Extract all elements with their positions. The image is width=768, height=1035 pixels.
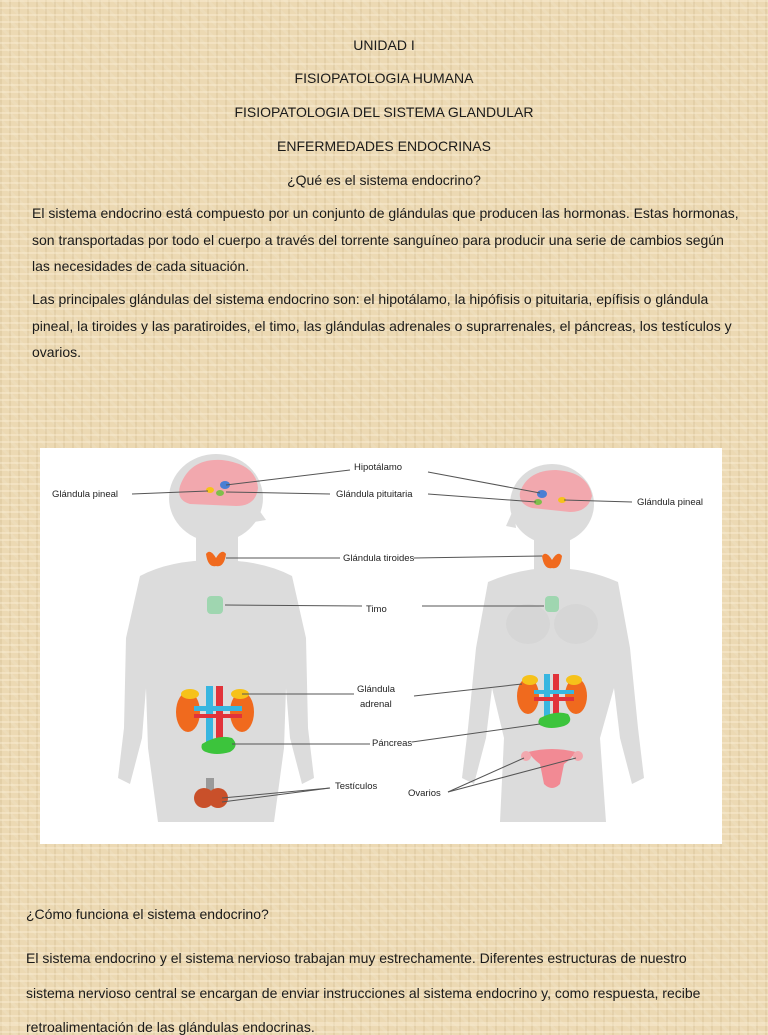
paragraph-function-line1: El sistema endocrino y el sistema nervioso trabajan muy estrechamente. Diferentes estructuras de nuestro [26, 950, 687, 966]
male-adrenal-left [181, 689, 199, 699]
label-testicles: Testículos [335, 781, 378, 792]
female-ovary-right [573, 751, 583, 761]
label-pineal-right: Glándula pineal [637, 497, 704, 508]
label-hypothalamus: Hipotálamo [354, 462, 403, 473]
paragraph-function-line2: sistema nervioso central se encargan de enviar instrucciones al sistema endocrino y, como respuesta, recibe [26, 985, 701, 1001]
question-heading-2: ¿Cómo funciona el sistema endocrino? [26, 906, 269, 922]
female-adrenal-right [566, 675, 582, 685]
unit-title: UNIDAD I [353, 37, 415, 53]
subtopic-title: ENFERMEDADES ENDOCRINAS [277, 138, 491, 154]
question-heading: ¿Qué es el sistema endocrino? [287, 172, 481, 188]
female-adrenal-left [522, 675, 538, 685]
label-thymus: Timo [366, 604, 387, 615]
male-figure [118, 454, 314, 822]
label-pituitary: Glándula pituitaria [336, 489, 413, 500]
label-adrenal-2: adrenal [360, 699, 392, 710]
male-pineal [206, 487, 214, 493]
label-thyroid: Glándula tiroides [343, 553, 415, 564]
female-figure [462, 464, 644, 822]
label-adrenal-1: Glándula [357, 684, 396, 695]
endocrine-diagram [40, 448, 722, 844]
male-pituitary [216, 490, 224, 496]
female-ovary-left [521, 751, 531, 761]
topic-title: FISIOPATOLOGIA DEL SISTEMA GLANDULAR [234, 104, 534, 120]
female-hypothalamus [537, 490, 547, 498]
course-title: FISIOPATOLOGIA HUMANA [294, 70, 474, 86]
female-thymus [545, 596, 559, 612]
paragraph-function-line3: retroalimentación de las glándulas endocrinas. [26, 1019, 315, 1035]
label-ovaries: Ovarios [408, 788, 441, 799]
label-pancreas: Páncreas [372, 738, 413, 749]
label-pineal-left: Glándula pineal [52, 489, 119, 500]
male-thymus [207, 596, 223, 614]
paragraph-glands: Las principales glándulas del sistema endocrino son: el hipotálamo, la hipófisis o pituitaria, epífisis o glándula pineal, la tiroides y las paratiroides, el timo, las glándulas adrenales o suprarrenales, el páncreas, los testículos y ovarios. [32, 291, 732, 360]
paragraph-definition: El sistema endocrino está compuesto por un conjunto de glándulas que producen las hormonas. Estas hormonas, son transportadas por todo el cuerpo a través del torrente sanguíneo para producir una serie de cambios según las necesidades de cada situación. [32, 205, 739, 274]
